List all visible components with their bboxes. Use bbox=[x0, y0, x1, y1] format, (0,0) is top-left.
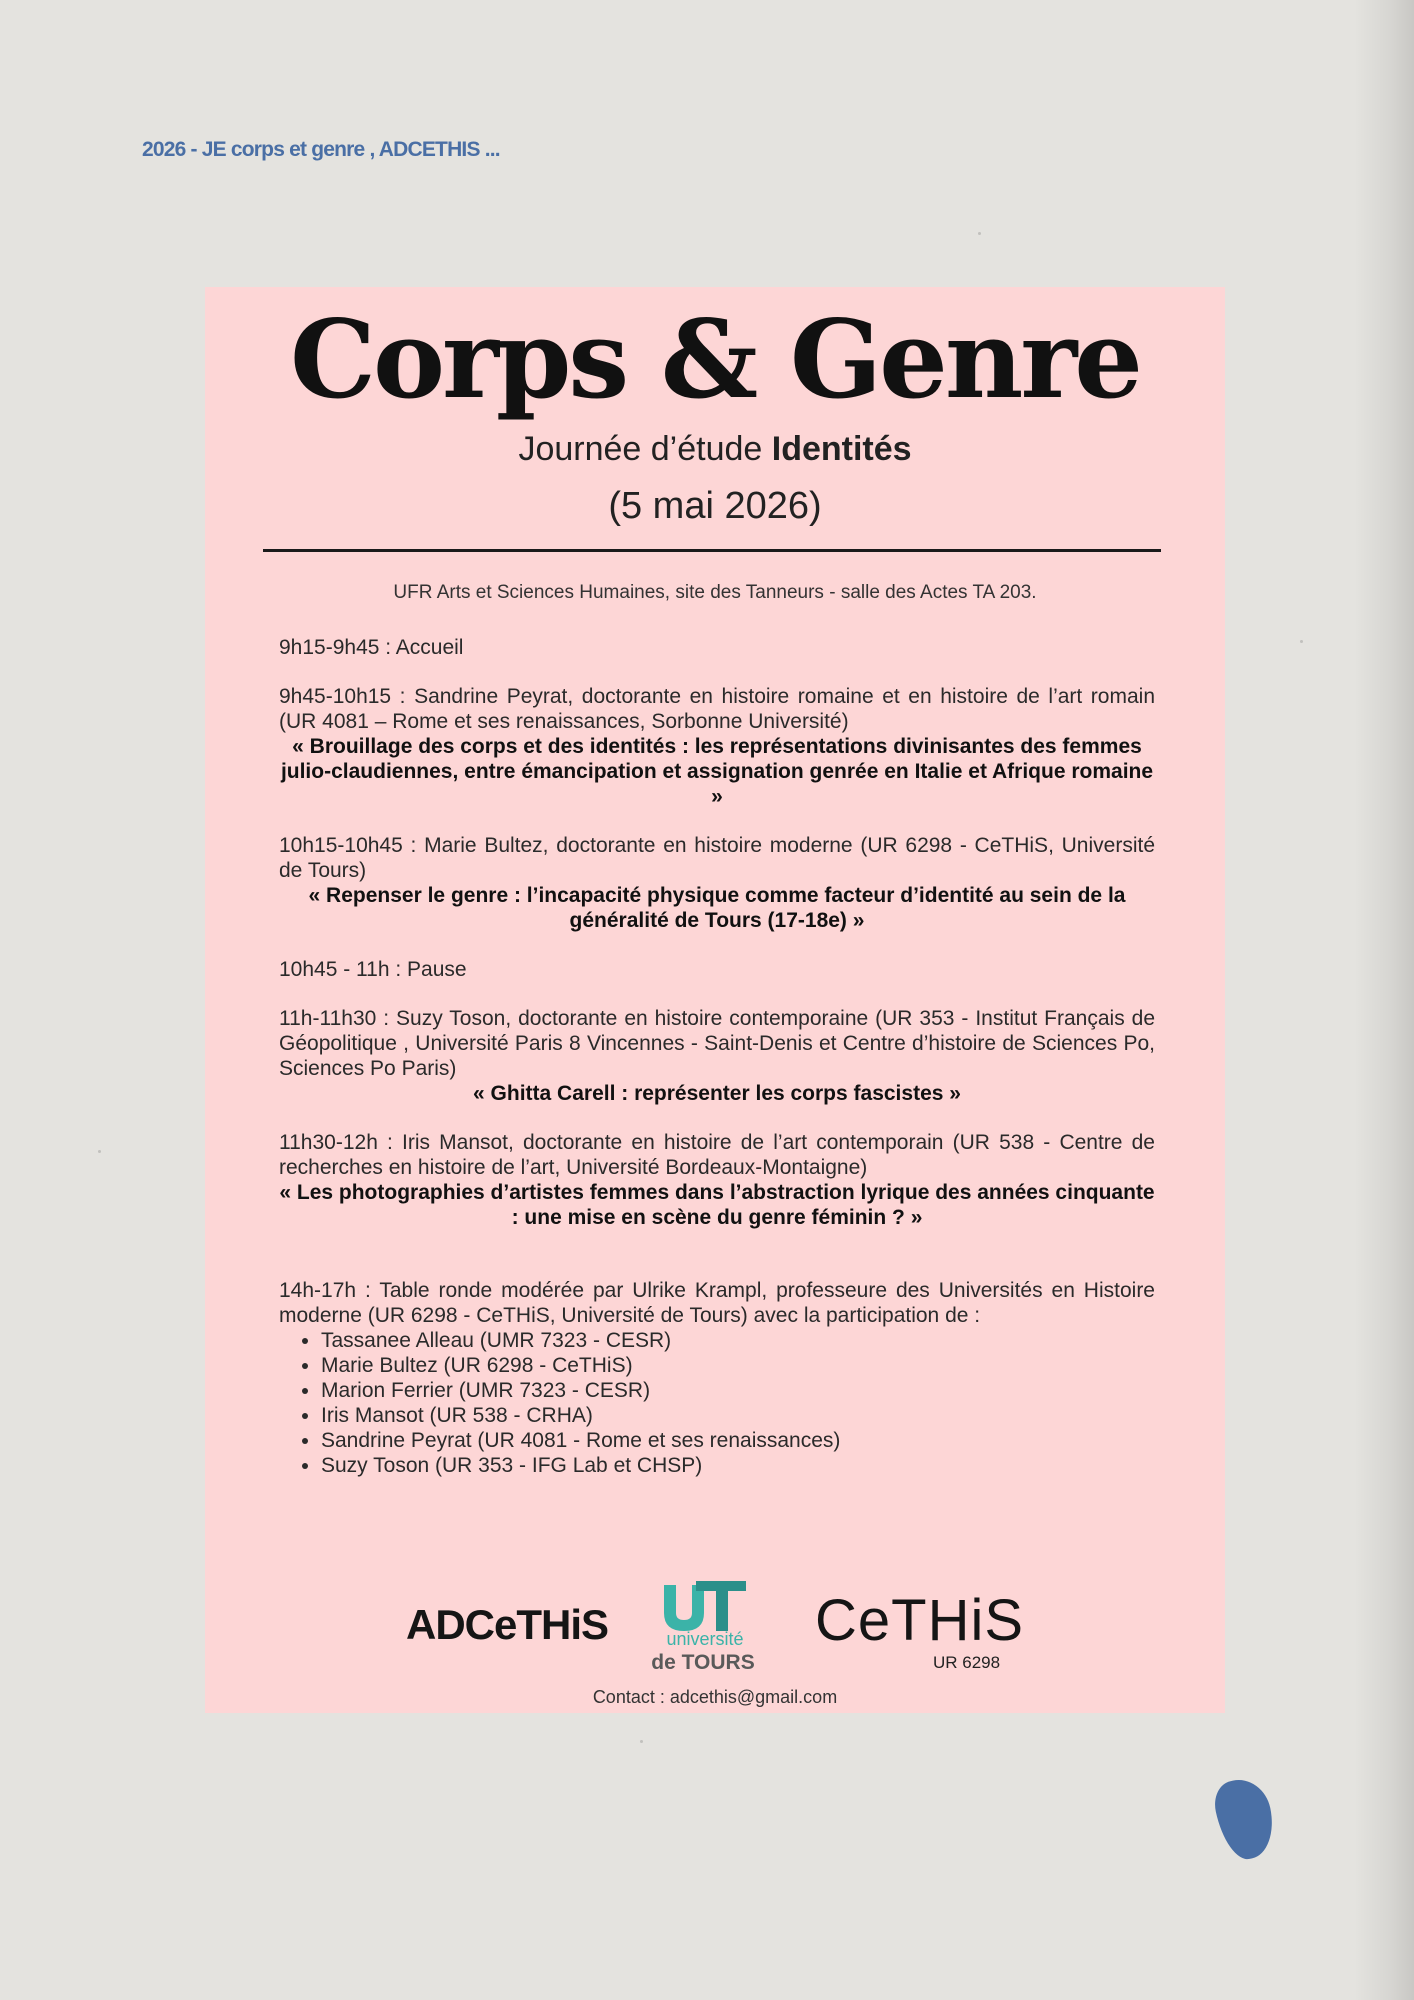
talk-title: « Les photographies d’artistes femmes dans l’abstraction lyrique des années cinquante : une mise en scène du genre féminin ? » bbox=[279, 1181, 1155, 1229]
program-slot bbox=[279, 1130, 1155, 1230]
slot-intro: 11h30-12h : Iris Mansot, doctorante en histoire de l’art contemporain (UR 538 - Centre de recherches en histoire de l’art, Université Bordeaux-Montaigne) bbox=[279, 1131, 1155, 1179]
logo-row bbox=[205, 1579, 1225, 1679]
paper-speck bbox=[640, 1740, 643, 1743]
subtitle-bold: Identités bbox=[771, 430, 912, 468]
talk-title: « Ghitta Carell : représenter les corps fascistes » bbox=[473, 1082, 961, 1105]
poster-date: (5 mai 2026) bbox=[608, 485, 822, 527]
poster-subtitle bbox=[205, 430, 1225, 469]
subtitle-regular: Journée d’étude bbox=[518, 430, 772, 468]
slot-intro: 11h-11h30 : Suzy Toson, doctorante en histoire contemporaine (UR 353 - Institut Français de Géopolitique , Université Paris 8 Vincennes - Saint-Denis et Centre d’histoire de Sciences Po, Sciences Po Paris) bbox=[279, 1007, 1155, 1080]
cethis-ur-label: UR 6298 bbox=[933, 1653, 1001, 1672]
program-slot bbox=[279, 833, 1155, 933]
blue-blob-decoration bbox=[1210, 1774, 1279, 1863]
participant-item: • Marion Ferrier (UMR 7323 - CESR) bbox=[321, 1378, 1155, 1403]
participant-item: • Tassanee Alleau (UMR 7323 - CESR) bbox=[321, 1328, 1155, 1353]
participant-item: • Sandrine Peyrat (UR 4081 - Rome et ses renaissances) bbox=[321, 1428, 1155, 1453]
cethis-wordmark: CeTHiS bbox=[815, 1588, 1025, 1653]
ut-mark-icon bbox=[658, 1579, 748, 1635]
poster-title: Corps & Genre bbox=[290, 297, 1140, 423]
page-edge-shadow bbox=[1354, 0, 1414, 2000]
ut-line1: université bbox=[666, 1629, 744, 1649]
program-slot bbox=[279, 957, 1155, 982]
talk-title: « Brouillage des corps et des identités : les représentations divinisantes des femmes julio-claudiennes, entre émancipation et assignation genrée en Italie et Afrique romaine » bbox=[280, 735, 1154, 808]
document-title: 2026 - JE corps et genre , ADCETHIS ... bbox=[142, 138, 500, 161]
cethis-logo bbox=[815, 1587, 1025, 1677]
program bbox=[279, 635, 1155, 1502]
program-slot bbox=[279, 635, 1155, 660]
paper-speck bbox=[1300, 640, 1303, 643]
participant-list bbox=[279, 1328, 1155, 1478]
slot-intro: 10h45 - 11h : Pause bbox=[279, 958, 467, 981]
slot-intro: 10h15-10h45 : Marie Bultez, doctorante en histoire moderne (UR 6298 - CeTHiS, Université de Tours) bbox=[279, 834, 1155, 882]
talk-title: « Repenser le genre : l’incapacité physique comme facteur d’identité au sein de la généralité de Tours (17-18e) » bbox=[308, 884, 1126, 932]
round-table-intro: 14h-17h : Table ronde modérée par Ulrike Krampl, professeure des Universités en Histoire moderne (UR 6298 - CeTHiS, Université de Tours) avec la participation de : bbox=[279, 1279, 1155, 1327]
participant-item: • Iris Mansot (UR 538 - CRHA) bbox=[321, 1403, 1155, 1428]
event-poster bbox=[205, 287, 1225, 1713]
contact-line: Contact : adcethis@gmail.com bbox=[592, 1687, 838, 1707]
slot-intro: 9h15-9h45 : Accueil bbox=[279, 636, 464, 659]
round-table bbox=[279, 1278, 1155, 1478]
ut-line2: de TOURS bbox=[651, 1651, 755, 1674]
universite-de-tours-logo bbox=[638, 1579, 768, 1679]
slot-intro: 9h45-10h15 : Sandrine Peyrat, doctorante en histoire romaine et en histoire de l’art romain (UR 4081 – Rome et ses renaissances, Sorbonne Université) bbox=[279, 685, 1155, 733]
program-slot bbox=[279, 1006, 1155, 1106]
paper-speck bbox=[98, 1150, 101, 1153]
participant-item: • Marie Bultez (UR 6298 - CeTHiS) bbox=[321, 1353, 1155, 1378]
paper-speck bbox=[978, 232, 981, 235]
venue-line: UFR Arts et Sciences Humaines, site des Tanneurs - salle des Actes TA 203. bbox=[393, 582, 1037, 603]
adcethis-logo: ADCeTHiS bbox=[406, 1601, 609, 1648]
divider bbox=[263, 549, 1161, 552]
participant-item: • Suzy Toson (UR 353 - IFG Lab et CHSP) bbox=[321, 1453, 1155, 1478]
program-slot bbox=[279, 684, 1155, 809]
